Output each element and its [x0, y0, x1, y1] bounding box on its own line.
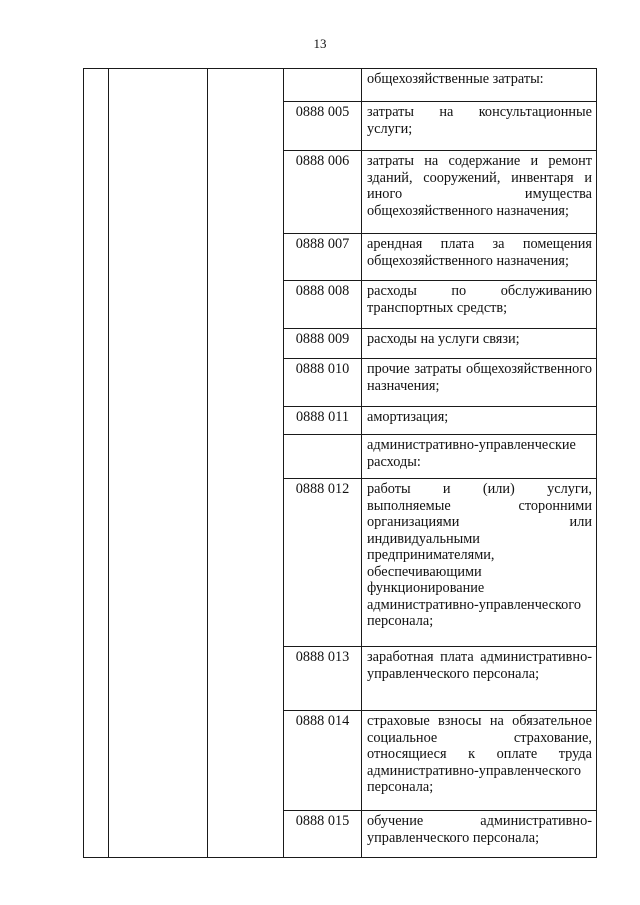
row-description: расходы по обслуживанию транспортных средств; — [362, 281, 597, 329]
page-number: 13 — [313, 36, 327, 51]
row-description: арендная плата за помещения общехозяйственного назначения; — [362, 234, 597, 281]
row-description: затраты на консультационные услуги; — [362, 102, 597, 151]
row-code: 0888 015 — [284, 811, 362, 858]
row-description: работы и (или) услуги, выполняемые сторонними организациями или индивидуальными предпринимателями, обеспечивающими функционирование административно-управленческого персонала; — [362, 479, 597, 647]
cost-codes-table — [83, 68, 597, 858]
row-code — [284, 69, 362, 102]
row-code: 0888 012 — [284, 479, 362, 647]
blank-column-2 — [109, 69, 208, 858]
row-code: 0888 009 — [284, 329, 362, 359]
blank-column-3 — [208, 69, 284, 858]
row-description: амортизация; — [362, 407, 597, 435]
row-description: общехозяйственные затраты: — [362, 69, 597, 102]
row-code: 0888 005 — [284, 102, 362, 151]
row-description: затраты на содержание и ремонт зданий, сооружений, инвентаря и иного имущества общехозяйственного назначения; — [362, 151, 597, 234]
row-code: 0888 011 — [284, 407, 362, 435]
row-code: 0888 013 — [284, 647, 362, 711]
row-code: 0888 010 — [284, 359, 362, 407]
row-description: административно-управленческие расходы: — [362, 435, 597, 479]
row-code: 0888 006 — [284, 151, 362, 234]
row-description: прочие затраты общехозяйственного назначения; — [362, 359, 597, 407]
row-description: страховые взносы на обязательное социальное страхование, относящиеся к оплате труда административно-управленческого персонала; — [362, 711, 597, 811]
row-description: обучение административно-управленческого персонала; — [362, 811, 597, 858]
row-code — [284, 435, 362, 479]
row-description: расходы на услуги связи; — [362, 329, 597, 359]
row-code: 0888 014 — [284, 711, 362, 811]
row-code: 0888 007 — [284, 234, 362, 281]
row-code: 0888 008 — [284, 281, 362, 329]
row-description: заработная плата административно-управленческого персонала; — [362, 647, 597, 711]
table-row — [84, 69, 597, 102]
blank-column-1 — [84, 69, 109, 858]
